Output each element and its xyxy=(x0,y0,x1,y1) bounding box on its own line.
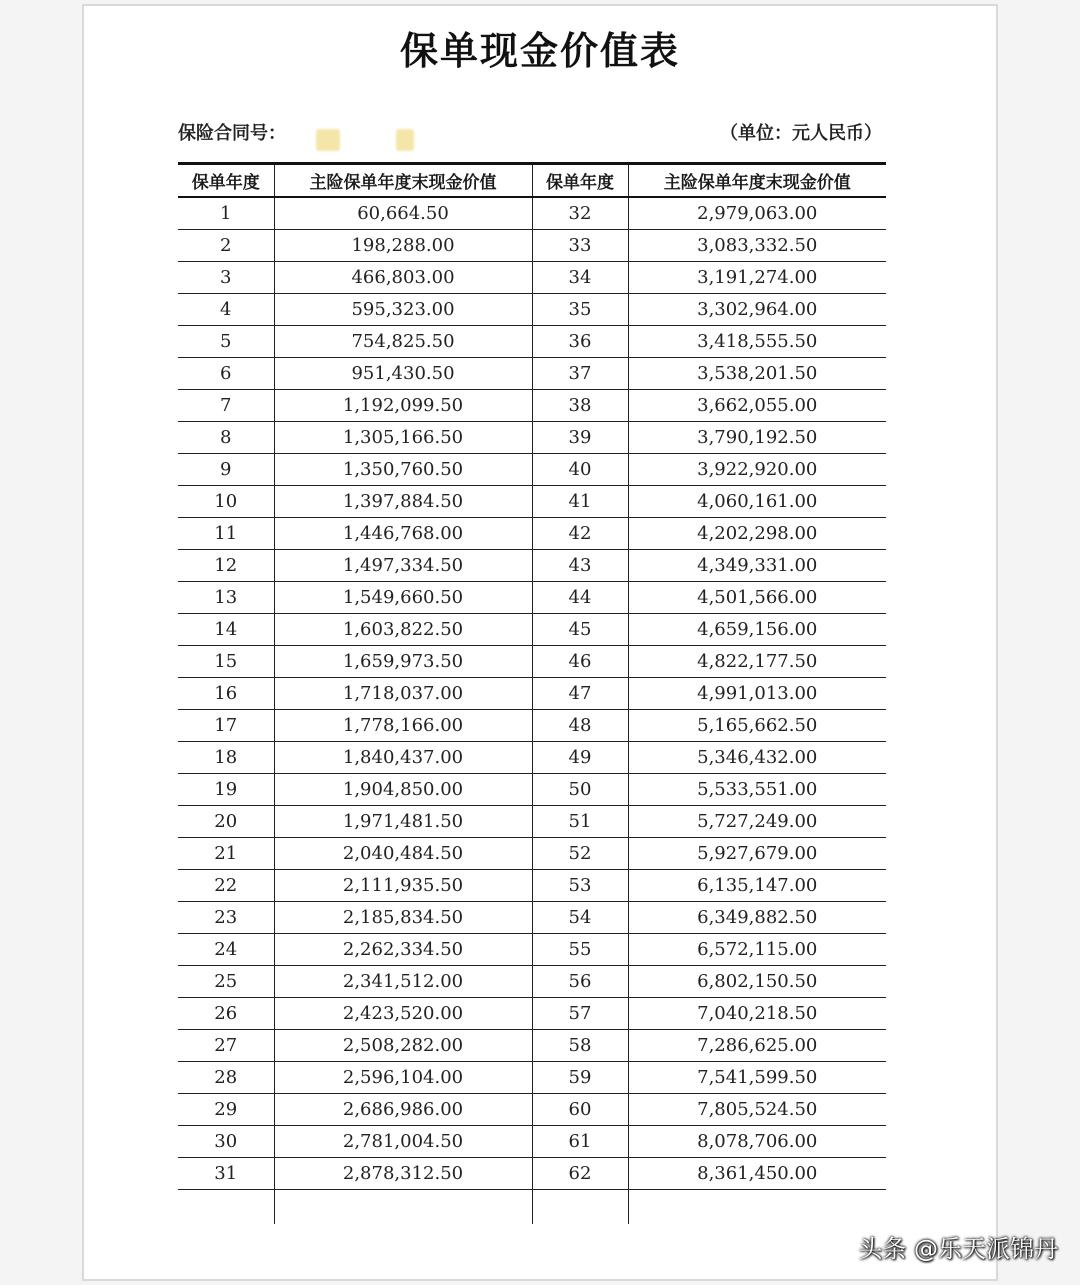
policy-year-cell: 21 xyxy=(178,838,274,870)
policy-year-cell: 7 xyxy=(178,390,274,422)
policy-year-cell: 1 xyxy=(178,197,274,230)
policy-year-cell: 5 xyxy=(178,326,274,358)
table-row xyxy=(178,774,886,806)
policy-year-cell: 3 xyxy=(178,262,274,294)
cash-value-cell: 1,718,037.00 xyxy=(274,678,532,710)
cash-value-cell: 1,659,973.50 xyxy=(274,646,532,678)
cash-value-cell: 466,803.00 xyxy=(274,262,532,294)
policy-year-cell: 50 xyxy=(532,774,628,806)
policy-year-cell: 44 xyxy=(532,582,628,614)
cash-value-cell: 2,040,484.50 xyxy=(274,838,532,870)
table-row xyxy=(178,390,886,422)
cash-value-cell: 4,822,177.50 xyxy=(628,646,886,678)
cash-value-cell: 6,802,150.50 xyxy=(628,966,886,998)
policy-year-cell: 30 xyxy=(178,1126,274,1158)
cash-value-cell: 1,904,850.00 xyxy=(274,774,532,806)
policy-year-cell: 53 xyxy=(532,870,628,902)
cash-value-cell: 2,111,935.50 xyxy=(274,870,532,902)
cash-value-cell: 2,878,312.50 xyxy=(274,1158,532,1190)
table-header-row xyxy=(178,164,886,198)
policy-year-cell: 61 xyxy=(532,1126,628,1158)
policy-year-cell: 45 xyxy=(532,614,628,646)
cash-value-cell: 2,185,834.50 xyxy=(274,902,532,934)
empty-cell xyxy=(274,1190,532,1225)
cash-value-cell: 1,497,334.50 xyxy=(274,550,532,582)
currency-unit-label: （单位：元人民币） xyxy=(720,123,882,144)
cash-value-cell: 1,397,884.50 xyxy=(274,486,532,518)
policy-year-cell: 15 xyxy=(178,646,274,678)
table-row xyxy=(178,710,886,742)
policy-year-cell: 29 xyxy=(178,1094,274,1126)
cash-value-cell: 5,727,249.00 xyxy=(628,806,886,838)
cash-value-cell: 1,446,768.00 xyxy=(274,518,532,550)
cash-value-cell: 1,192,099.50 xyxy=(274,390,532,422)
cash-value-cell: 3,083,332.50 xyxy=(628,230,886,262)
cash-value-cell: 4,501,566.00 xyxy=(628,582,886,614)
table-row xyxy=(178,742,886,774)
policy-year-cell: 18 xyxy=(178,742,274,774)
cash-value-cell: 3,538,201.50 xyxy=(628,358,886,390)
cash-value-cell: 5,165,662.50 xyxy=(628,710,886,742)
cash-value-cell: 1,971,481.50 xyxy=(274,806,532,838)
policy-year-cell: 6 xyxy=(178,358,274,390)
cash-value-cell: 8,361,450.00 xyxy=(628,1158,886,1190)
policy-year-cell: 43 xyxy=(532,550,628,582)
cash-value-cell: 4,202,298.00 xyxy=(628,518,886,550)
table-row xyxy=(178,230,886,262)
table-row xyxy=(178,326,886,358)
policy-year-cell: 55 xyxy=(532,934,628,966)
policy-year-cell: 33 xyxy=(532,230,628,262)
table-row xyxy=(178,518,886,550)
cash-value-cell: 1,350,760.50 xyxy=(274,454,532,486)
cash-value-cell: 4,991,013.00 xyxy=(628,678,886,710)
header-policy-year: 保单年度 xyxy=(178,164,274,198)
policy-year-cell: 49 xyxy=(532,742,628,774)
policy-year-cell: 2 xyxy=(178,230,274,262)
policy-year-cell: 23 xyxy=(178,902,274,934)
policy-year-cell: 32 xyxy=(532,197,628,230)
table-row xyxy=(178,550,886,582)
policy-year-cell: 40 xyxy=(532,454,628,486)
table-row xyxy=(178,486,886,518)
cash-value-cell: 5,927,679.00 xyxy=(628,838,886,870)
policy-year-cell: 39 xyxy=(532,422,628,454)
cash-value-cell: 7,805,524.50 xyxy=(628,1094,886,1126)
policy-year-cell: 36 xyxy=(532,326,628,358)
cash-value-cell: 3,418,555.50 xyxy=(628,326,886,358)
cash-value-cell: 595,323.00 xyxy=(274,294,532,326)
cash-value-cell: 1,778,166.00 xyxy=(274,710,532,742)
policy-year-cell: 14 xyxy=(178,614,274,646)
policy-year-cell: 42 xyxy=(532,518,628,550)
table-row xyxy=(178,1062,886,1094)
cash-value-cell: 5,346,432.00 xyxy=(628,742,886,774)
cash-value-cell: 3,790,192.50 xyxy=(628,422,886,454)
header-cash-value: 主险保单年度末现金价值 xyxy=(274,164,532,198)
cash-value-cell: 4,659,156.00 xyxy=(628,614,886,646)
policy-year-cell: 24 xyxy=(178,934,274,966)
table-row xyxy=(178,454,886,486)
policy-year-cell: 56 xyxy=(532,966,628,998)
policy-year-cell: 58 xyxy=(532,1030,628,1062)
header-cash-value: 主险保单年度末现金价值 xyxy=(628,164,886,198)
policy-year-cell: 48 xyxy=(532,710,628,742)
header-policy-year: 保单年度 xyxy=(532,164,628,198)
policy-year-cell: 35 xyxy=(532,294,628,326)
source-watermark: 头条 @乐天派锦丹 xyxy=(858,1235,1058,1263)
empty-cell xyxy=(628,1190,886,1225)
table-row xyxy=(178,1030,886,1062)
table-row xyxy=(178,1158,886,1190)
cash-value-cell: 7,541,599.50 xyxy=(628,1062,886,1094)
policy-year-cell: 57 xyxy=(532,998,628,1030)
policy-year-cell: 37 xyxy=(532,358,628,390)
policy-year-cell: 38 xyxy=(532,390,628,422)
cash-value-cell: 2,979,063.00 xyxy=(628,197,886,230)
table-row xyxy=(178,1126,886,1158)
cash-value-cell: 2,781,004.50 xyxy=(274,1126,532,1158)
cash-value-cell: 6,572,115.00 xyxy=(628,934,886,966)
policy-year-cell: 31 xyxy=(178,1158,274,1190)
table-row xyxy=(178,838,886,870)
policy-year-cell: 4 xyxy=(178,294,274,326)
cash-value-cell: 1,603,822.50 xyxy=(274,614,532,646)
policy-year-cell: 11 xyxy=(178,518,274,550)
cash-value-cell: 1,305,166.50 xyxy=(274,422,532,454)
table-row xyxy=(178,262,886,294)
cash-value-cell: 3,662,055.00 xyxy=(628,390,886,422)
cash-value-cell: 2,341,512.00 xyxy=(274,966,532,998)
cash-value-cell: 754,825.50 xyxy=(274,326,532,358)
cash-value-cell: 2,596,104.00 xyxy=(274,1062,532,1094)
table-row xyxy=(178,197,886,230)
redaction-mark xyxy=(316,129,340,151)
cash-value-cell: 1,840,437.00 xyxy=(274,742,532,774)
table-row xyxy=(178,966,886,998)
table-trailing-row xyxy=(178,1190,886,1225)
cash-value-cell: 2,262,334.50 xyxy=(274,934,532,966)
cash-value-cell: 3,191,274.00 xyxy=(628,262,886,294)
cash-value-cell: 6,349,882.50 xyxy=(628,902,886,934)
policy-year-cell: 34 xyxy=(532,262,628,294)
policy-year-cell: 19 xyxy=(178,774,274,806)
table-row xyxy=(178,614,886,646)
table-row xyxy=(178,1094,886,1126)
policy-year-cell: 62 xyxy=(532,1158,628,1190)
cash-value-cell: 7,286,625.00 xyxy=(628,1030,886,1062)
policy-year-cell: 17 xyxy=(178,710,274,742)
policy-year-cell: 16 xyxy=(178,678,274,710)
cash-value-cell: 4,349,331.00 xyxy=(628,550,886,582)
policy-year-cell: 52 xyxy=(532,838,628,870)
policy-year-cell: 12 xyxy=(178,550,274,582)
policy-year-cell: 27 xyxy=(178,1030,274,1062)
policy-year-cell: 26 xyxy=(178,998,274,1030)
table-row xyxy=(178,870,886,902)
policy-year-cell: 22 xyxy=(178,870,274,902)
table-row xyxy=(178,678,886,710)
table-body xyxy=(178,197,886,1224)
cash-value-cell: 2,423,520.00 xyxy=(274,998,532,1030)
cash-value-cell: 3,922,920.00 xyxy=(628,454,886,486)
cash-value-cell: 1,549,660.50 xyxy=(274,582,532,614)
table-row xyxy=(178,582,886,614)
policy-year-cell: 28 xyxy=(178,1062,274,1094)
policy-year-cell: 59 xyxy=(532,1062,628,1094)
policy-year-cell: 47 xyxy=(532,678,628,710)
redaction-mark xyxy=(396,129,414,151)
document-title: 保单现金价值表 xyxy=(399,29,680,73)
policy-year-cell: 20 xyxy=(178,806,274,838)
table-row xyxy=(178,422,886,454)
cash-value-table xyxy=(178,162,886,1224)
policy-year-cell: 46 xyxy=(532,646,628,678)
table-row xyxy=(178,902,886,934)
cash-value-cell: 6,135,147.00 xyxy=(628,870,886,902)
policy-year-cell: 60 xyxy=(532,1094,628,1126)
policy-year-cell: 9 xyxy=(178,454,274,486)
policy-year-cell: 51 xyxy=(532,806,628,838)
contract-number-label: 保险合同号： xyxy=(178,123,286,144)
cash-value-cell: 3,302,964.00 xyxy=(628,294,886,326)
policy-year-cell: 8 xyxy=(178,422,274,454)
cash-value-cell: 951,430.50 xyxy=(274,358,532,390)
cash-value-cell: 8,078,706.00 xyxy=(628,1126,886,1158)
policy-year-cell: 54 xyxy=(532,902,628,934)
table-row xyxy=(178,294,886,326)
cash-value-cell: 7,040,218.50 xyxy=(628,998,886,1030)
empty-cell xyxy=(532,1190,628,1225)
policy-year-cell: 41 xyxy=(532,486,628,518)
table-row xyxy=(178,998,886,1030)
empty-cell xyxy=(178,1190,274,1225)
cash-value-cell: 60,664.50 xyxy=(274,197,532,230)
cash-value-cell: 5,533,551.00 xyxy=(628,774,886,806)
table-row xyxy=(178,934,886,966)
table-row xyxy=(178,806,886,838)
cash-value-cell: 2,686,986.00 xyxy=(274,1094,532,1126)
policy-year-cell: 10 xyxy=(178,486,274,518)
cash-value-cell: 4,060,161.00 xyxy=(628,486,886,518)
policy-year-cell: 13 xyxy=(178,582,274,614)
cash-value-cell: 198,288.00 xyxy=(274,230,532,262)
table-row xyxy=(178,646,886,678)
table-row xyxy=(178,358,886,390)
policy-year-cell: 25 xyxy=(178,966,274,998)
cash-value-cell: 2,508,282.00 xyxy=(274,1030,532,1062)
